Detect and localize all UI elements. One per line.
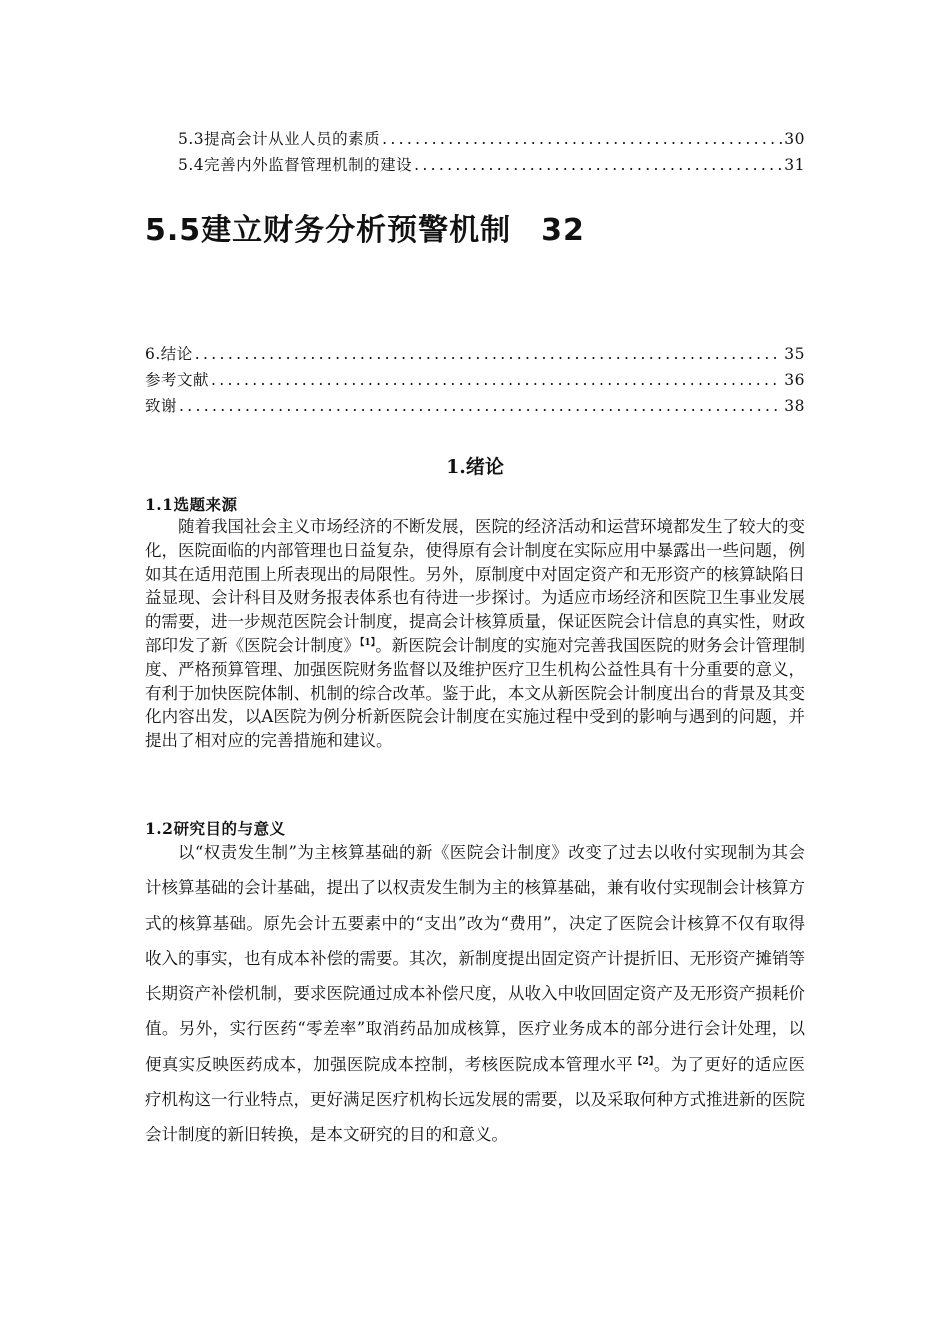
toc-entry-acknowledgements[interactable] — [145, 394, 805, 416]
toc-entry-page: 31 — [784, 156, 805, 174]
citation-ref-1[interactable]: 【1】 — [359, 637, 376, 648]
paragraph-text: 随着我国社会主义市场经济的不断发展，医院的经济活动和运营环境都发生了较大的变化，医院面临的内部管理也日益复杂，使得原有会计制度在实际应用中暴露出一些问题，例如其在适用范围上所表现出的局限性。另外，原制度中对固定资产和无形资产的核算缺陷日益显现、会计科目及财务报表体系也有待进一步探讨。为适应市场经济和医院卫生事业发展的需要，进一步规范医院会计制度，提高会计核算质量，保证医院会计信息的真实性，财政部印发了新《医院会计制度》 — [145, 517, 805, 655]
chapter-title: 1.绪论 — [446, 456, 504, 478]
toc-entry-page: 35 — [784, 345, 805, 363]
paragraph-text: 以“权责发生制”为主核算基础的新《医院会计制度》改变了过去以收付实现制为其会计核算基础的会计基础，提出了以权责发生制为主的核算基础，兼有收付实现制会计核算方式的核算基础。原先会计五要素中的“支出”改为“费用”，决定了医院会计核算不仅有取得收入的事实，也有成本补偿的需要。其次，新制度提出固定资产计提折旧、无形资产摊销等长期资产补偿机制，要求医院通过成本补偿尺度，从收入中收回固定资产及无形资产损耗价值。另外，实行医药“零差率”取消药品加成核算，医疗业务成本的部分进行会计处理，以便真实反映医药成本，加强医院成本控制，考核医院成本管理水平 — [145, 843, 805, 1074]
toc-entry-label: 5.4完善内外监督管理机制的建设 — [178, 156, 413, 174]
section-title-1-2: 1.2研究目的与意义 — [145, 819, 286, 838]
toc-entry-references[interactable] — [145, 368, 805, 390]
section-1-2-paragraph — [145, 835, 805, 1153]
citation-ref-2[interactable]: 【2】 — [633, 1056, 654, 1067]
paragraph-text: 。为了更好的适应医疗机构这一行业特点，更好满足医疗机构长远发展的需要，以及采取何种方式推进新的医院会计制度的新旧转换，是本文研究的目的和意义。 — [145, 1054, 806, 1145]
toc-entry-page: 38 — [784, 397, 805, 415]
section-title-1-1: 1.1选题来源 — [145, 495, 238, 514]
paragraph-text: 。新医院会计制度的实施对完善我国医院的财务会计管理制度、严格预算管理、加强医院财务监督以及维护医疗卫生机构公益性具有十分重要的意义，有利于加快医院体制、机制的综合改革。鉴于此，本文从新医院会计制度出台的背景及其变化内容出发，以A医院为例分析新医院会计制度在实施过程中受到的影响与遇到的问题，并提出了相对应的完善措施和建议。 — [145, 635, 806, 751]
toc-entry-5-3[interactable] — [178, 127, 805, 149]
section-1-1-paragraph — [145, 515, 805, 753]
toc-entry-5-4[interactable] — [178, 153, 805, 175]
toc-leader-dots — [179, 397, 782, 415]
toc-entry-conclusion[interactable] — [145, 342, 805, 364]
toc-leader-dots — [195, 345, 782, 363]
toc-entry-label: 致谢 — [145, 397, 178, 415]
toc-leader-dots — [211, 371, 782, 389]
toc-heading-label: 5.5建立财务分析预警机制 — [145, 213, 512, 248]
toc-entry-page: 30 — [784, 130, 805, 148]
toc-heading-page: 32 — [541, 213, 585, 248]
toc-entry-5-5-heading[interactable] — [145, 205, 585, 249]
toc-leader-dots — [382, 130, 782, 148]
toc-entry-label: 5.3提高会计从业人员的素质 — [178, 130, 381, 148]
toc-entry-label: 参考文献 — [145, 371, 210, 389]
toc-entry-label: 6.结论 — [145, 345, 193, 363]
toc-leader-dots — [414, 156, 782, 174]
toc-entry-page: 36 — [784, 371, 805, 389]
